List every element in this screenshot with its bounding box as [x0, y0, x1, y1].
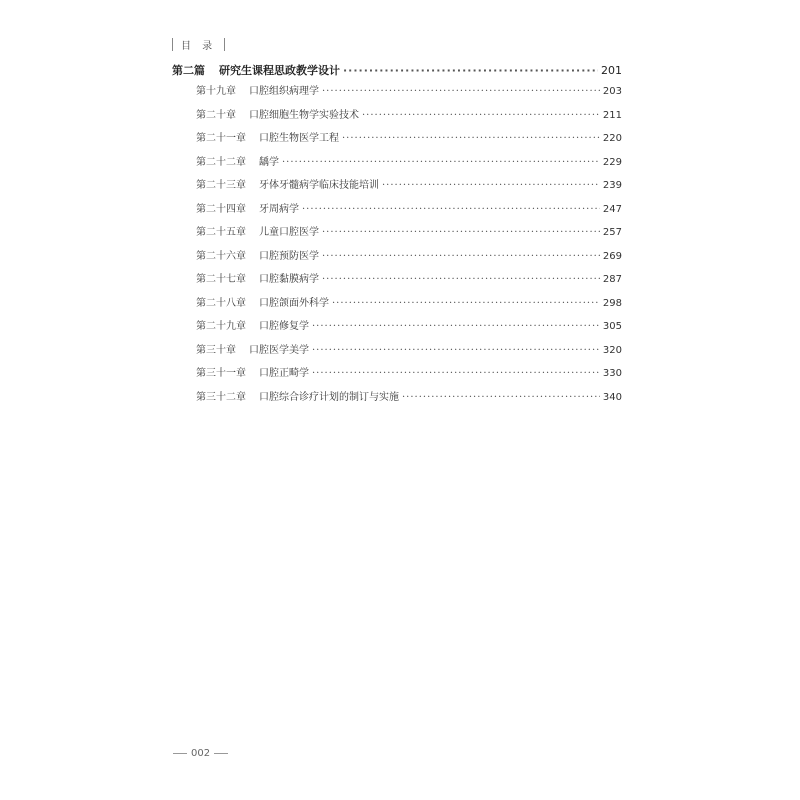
chapter-page-number: 320	[602, 344, 622, 356]
dot-leader	[312, 321, 600, 332]
dot-leader	[302, 204, 600, 215]
toc-chapter-entry[interactable]	[172, 341, 622, 365]
footer-rule	[214, 753, 228, 754]
part-title: 研究生课程思政教学设计	[219, 64, 340, 77]
dot-leader	[342, 133, 600, 144]
chapter-number: 第二十七章	[196, 274, 246, 285]
chapter-number: 第三十二章	[196, 391, 246, 403]
toc-chapter-entry[interactable]	[172, 364, 622, 388]
chapter-page-number: 330	[602, 368, 622, 379]
chapter-title: 口腔细胞生物学实验技术	[249, 109, 359, 121]
chapter-page-number: 220	[602, 133, 622, 144]
dot-leader	[362, 110, 600, 121]
toc-chapter-entry[interactable]	[172, 129, 622, 153]
chapter-label	[196, 364, 309, 379]
footer-rule	[173, 753, 187, 754]
dot-leader	[402, 392, 600, 403]
dot-leader	[322, 86, 600, 97]
dot-leader	[322, 227, 600, 238]
toc-chapter-entry[interactable]	[172, 270, 622, 294]
header-divider	[224, 38, 225, 51]
chapter-title: 口腔综合诊疗计划的制订与实施	[259, 391, 399, 403]
toc-chapter-entry[interactable]	[172, 176, 622, 200]
chapter-label	[196, 317, 309, 332]
part-page-number: 201	[601, 64, 622, 77]
chapter-label	[196, 200, 299, 215]
dot-leader	[322, 274, 600, 285]
dot-leader	[382, 180, 600, 191]
chapter-title: 龋学	[259, 156, 279, 168]
chapter-page-number: 305	[602, 321, 622, 332]
dot-leader	[282, 157, 600, 168]
chapter-number: 第三十章	[196, 344, 236, 356]
chapter-number: 第二十三章	[196, 180, 246, 191]
toc-chapter-entry[interactable]	[172, 223, 622, 247]
chapter-page-number: 257	[602, 227, 622, 238]
chapter-title: 牙体牙髓病学临床技能培训	[259, 180, 379, 191]
chapter-label	[196, 341, 309, 356]
chapter-title: 口腔颌面外科学	[259, 297, 329, 309]
chapter-number: 第二十九章	[196, 321, 246, 332]
toc-part-entry[interactable]	[172, 62, 622, 82]
dot-leader	[332, 298, 600, 309]
dot-leader	[343, 64, 598, 77]
chapter-title: 口腔黏膜病学	[259, 274, 319, 285]
chapter-number: 第二十六章	[196, 250, 246, 262]
part-number: 第二篇	[172, 64, 205, 77]
page-footer	[173, 748, 228, 759]
chapter-page-number: 340	[602, 391, 622, 403]
chapter-label	[196, 270, 319, 285]
chapter-title: 口腔预防医学	[259, 250, 319, 262]
toc-chapter-entry[interactable]	[172, 200, 622, 224]
part-label	[172, 62, 340, 78]
dot-leader	[322, 251, 600, 262]
toc-chapter-entry[interactable]	[172, 317, 622, 341]
chapter-label	[196, 388, 399, 403]
chapter-list	[172, 82, 622, 411]
chapter-number: 第三十一章	[196, 368, 246, 379]
toc-chapter-entry[interactable]	[172, 153, 622, 177]
chapter-page-number: 269	[602, 250, 622, 262]
chapter-label	[196, 176, 379, 191]
chapter-title: 口腔修复学	[259, 321, 309, 332]
folio-page-number: 002	[191, 748, 211, 759]
header-title: 目 录	[181, 40, 217, 52]
chapter-title: 口腔生物医学工程	[259, 133, 339, 144]
dot-leader	[312, 368, 600, 379]
chapter-number: 第二十章	[196, 109, 236, 121]
running-header	[172, 36, 225, 52]
chapter-label	[196, 223, 319, 238]
chapter-number: 第十九章	[196, 86, 236, 97]
chapter-label	[196, 247, 319, 262]
chapter-page-number: 203	[602, 86, 622, 97]
chapter-title: 牙周病学	[259, 203, 299, 215]
chapter-label	[196, 106, 359, 121]
header-divider	[172, 38, 173, 51]
chapter-number: 第二十一章	[196, 133, 246, 144]
chapter-label	[196, 294, 329, 309]
chapter-page-number: 211	[602, 109, 622, 121]
chapter-title: 口腔组织病理学	[249, 86, 319, 97]
chapter-number: 第二十八章	[196, 297, 246, 309]
chapter-label	[196, 153, 279, 168]
toc-chapter-entry[interactable]	[172, 247, 622, 271]
chapter-page-number: 229	[602, 156, 622, 168]
chapter-title: 口腔医学美学	[249, 344, 309, 356]
chapter-label	[196, 82, 319, 97]
chapter-number: 第二十四章	[196, 203, 246, 215]
toc-chapter-entry[interactable]	[172, 82, 622, 106]
chapter-title: 口腔正畸学	[259, 368, 309, 379]
chapter-page-number: 287	[602, 274, 622, 285]
chapter-label	[196, 129, 339, 144]
table-of-contents	[172, 62, 622, 411]
chapter-number: 第二十五章	[196, 227, 246, 238]
chapter-page-number: 298	[602, 297, 622, 309]
chapter-number: 第二十二章	[196, 156, 246, 168]
dot-leader	[312, 345, 600, 356]
toc-chapter-entry[interactable]	[172, 106, 622, 130]
chapter-page-number: 247	[602, 203, 622, 215]
chapter-title: 儿童口腔医学	[259, 227, 319, 238]
toc-chapter-entry[interactable]	[172, 294, 622, 318]
toc-chapter-entry[interactable]	[172, 388, 622, 412]
chapter-page-number: 239	[602, 180, 622, 191]
